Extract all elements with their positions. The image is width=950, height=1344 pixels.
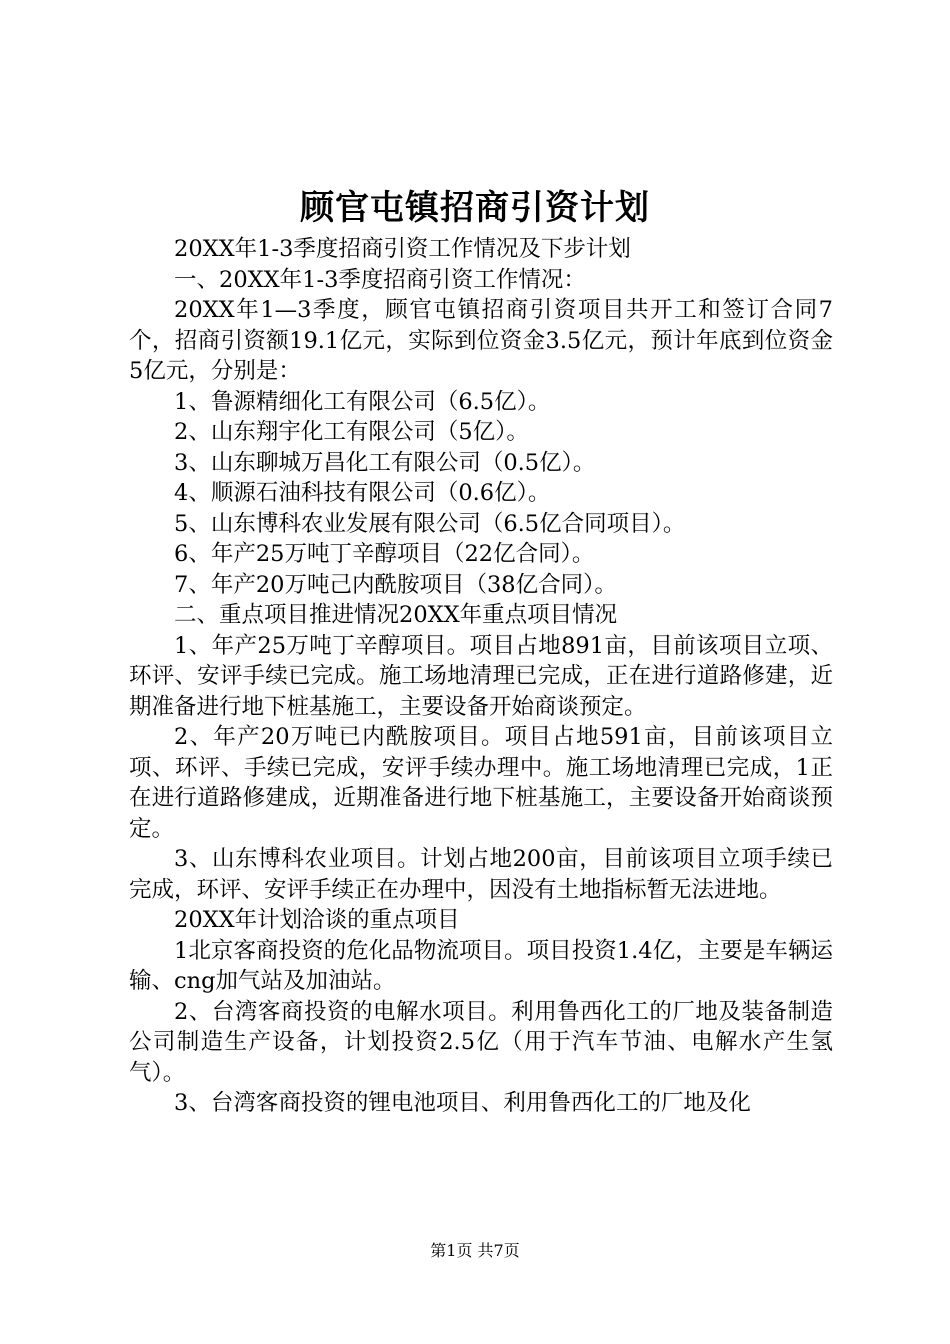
- paragraph-summary: 20XX年1—3季度，顾官屯镇招商引资项目共开工和签订合同7个，招商引资额19.1亿元，实际到位资金3.5亿元，预计年底到位资金5亿元，分别是：: [129, 297, 833, 384]
- document-title: 顾官屯镇招商引资计划: [300, 188, 650, 228]
- paragraph-project-3: 3、山东博科农业项目。计划占地200亩，目前该项目立项手续已完成，环评、安评手续正在办理中，因没有土地指标暂无法进地。: [129, 846, 833, 903]
- paragraph-project-2: 2、年产20万吨已内酰胺项目。项目占地591亩，目前该项目立项、环评、手续已完成，安评手续办理中。施工场地清理已完成，1正在进行道路修建成，近期准备进行地下桩基施工，主要设备开始商谈预定。: [129, 724, 833, 842]
- list-item: 7、年产20万吨己内酰胺项目（38亿合同）。: [174, 571, 617, 598]
- document-body: [129, 234, 833, 1119]
- list-item: 2、山东翔宇化工有限公司（5亿）。: [174, 419, 529, 445]
- paragraph-plan-3: 3、台湾客商投资的锂电池项目、利用鲁西化工的厂地及化: [174, 1090, 751, 1116]
- list-item: 6、年产25万吨丁辛醇项目（22亿合同）。: [174, 541, 595, 567]
- list-item: 4、顺源石油科技有限公司（0.6亿）。: [174, 480, 551, 506]
- list-item: 5、山东博科农业发展有限公司（6.5亿合同项目）。: [174, 510, 686, 537]
- list-item: 1、鲁源精细化工有限公司（6.5亿）。: [174, 388, 551, 415]
- list-item: 3、山东聊城万昌化工有限公司（0.5亿）。: [174, 449, 596, 476]
- paragraph-section-1-heading: 一、20XX年1-3季度招商引资工作情况：: [174, 266, 586, 293]
- paragraph-section-2-heading: 二、重点项目推进情况20XX年重点项目情况: [174, 602, 618, 628]
- paragraph-subtitle: 20XX年1-3季度招商引资工作情况及下步计划: [174, 236, 631, 262]
- paragraph-plan-2: 2、台湾客商投资的电解水项目。利用鲁西化工的厂地及装备制造公司制造生产设备，计划投资2.5亿（用于汽车节油、电解水产生氢气）。: [129, 998, 833, 1086]
- paragraph-plan-1: 1北京客商投资的危化品物流项目。项目投资1.4亿，主要是车辆运输、cng加气站及加油站。: [129, 937, 833, 994]
- paragraph-plan-heading: 20XX年计划洽谈的重点项目: [174, 907, 460, 933]
- paragraph-project-1: 1、年产25万吨丁辛醇项目。项目占地891亩，目前该项目立项、环评、安评手续已完成。施工场地清理已完成，正在进行道路修建，近期准备进行地下桩基施工，主要设备开始商谈预定。: [129, 632, 833, 720]
- page-number-footer: 第1页 共7页: [430, 1241, 520, 1260]
